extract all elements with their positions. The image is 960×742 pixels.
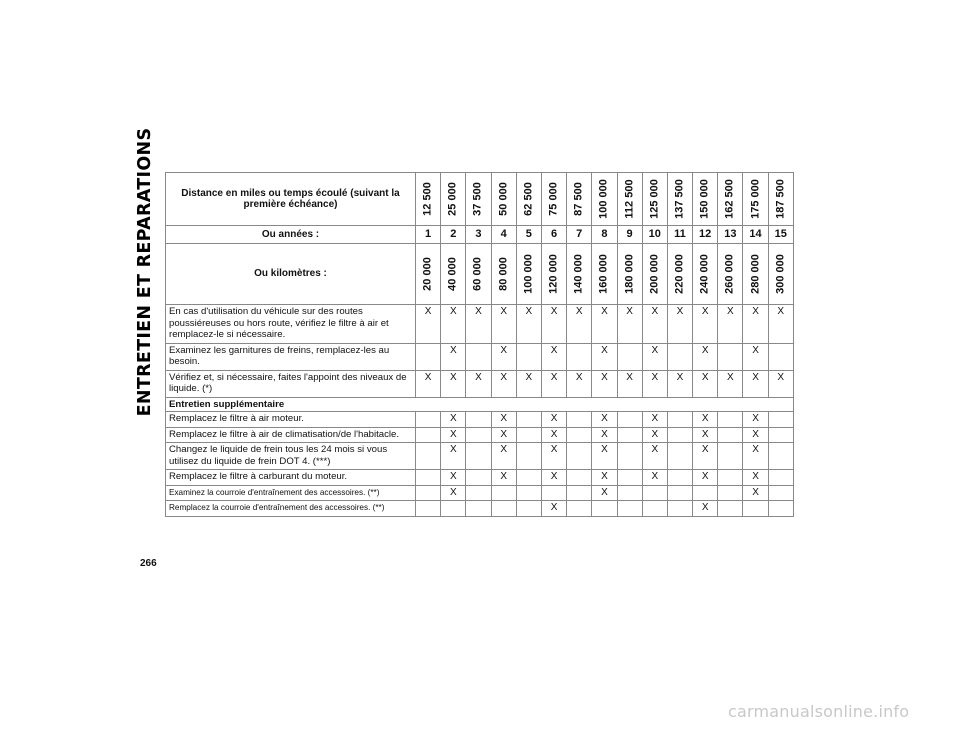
task-description: Examinez la courroie d'entraînement des accessoires. (**)	[166, 485, 416, 501]
km-cell	[642, 244, 667, 305]
miles-value: 162 500	[723, 179, 736, 219]
section-title-text: ENTRETIEN ET REPARATIONS	[135, 127, 155, 417]
miles-value: 137 500	[673, 179, 686, 219]
schedule-mark	[617, 485, 642, 501]
year-cell: 11	[667, 226, 692, 244]
year-cell: 5	[516, 226, 541, 244]
schedule-mark	[592, 501, 617, 517]
schedule-mark	[567, 485, 592, 501]
schedule-mark: X	[617, 305, 642, 344]
km-value: 300 000	[773, 254, 786, 294]
schedule-mark	[516, 470, 541, 486]
schedule-mark: X	[592, 343, 617, 370]
section-title	[133, 127, 157, 417]
km-cell	[743, 244, 768, 305]
schedule-mark	[718, 343, 743, 370]
section-row	[166, 397, 794, 412]
schedule-mark: X	[466, 305, 491, 344]
schedule-mark: X	[441, 485, 466, 501]
km-cell	[466, 244, 491, 305]
schedule-mark	[516, 412, 541, 428]
schedule-mark: X	[693, 501, 718, 517]
years-header-label: Ou années :	[166, 226, 416, 244]
schedule-mark	[567, 427, 592, 443]
schedule-mark	[466, 485, 491, 501]
schedule-mark	[567, 412, 592, 428]
maintenance-table-body	[166, 305, 794, 517]
schedule-mark	[743, 501, 768, 517]
schedule-mark: X	[441, 443, 466, 470]
schedule-mark: X	[491, 370, 516, 397]
schedule-mark: X	[416, 370, 441, 397]
page-number: 266	[140, 558, 157, 569]
schedule-mark	[617, 501, 642, 517]
schedule-mark: X	[718, 370, 743, 397]
km-value: 40 000	[446, 257, 459, 291]
table-row	[166, 412, 794, 428]
years-row	[166, 226, 794, 244]
km-value: 260 000	[723, 254, 736, 294]
schedule-mark: X	[693, 427, 718, 443]
schedule-mark: X	[693, 443, 718, 470]
schedule-mark: X	[693, 412, 718, 428]
schedule-mark: X	[693, 470, 718, 486]
schedule-mark: X	[541, 443, 566, 470]
miles-value: 50 000	[496, 182, 509, 216]
year-cell: 15	[768, 226, 793, 244]
km-value: 220 000	[673, 254, 686, 294]
year-cell: 1	[416, 226, 441, 244]
schedule-mark	[416, 470, 441, 486]
schedule-mark	[768, 412, 793, 428]
schedule-mark: X	[516, 305, 541, 344]
schedule-mark: X	[491, 427, 516, 443]
schedule-mark	[617, 427, 642, 443]
schedule-mark: X	[441, 427, 466, 443]
task-description: Remplacez le filtre à air de climatisation/de l'habitacle.	[166, 427, 416, 443]
schedule-mark	[617, 412, 642, 428]
schedule-mark: X	[541, 470, 566, 486]
table-row	[166, 443, 794, 470]
miles-value: 37 500	[471, 182, 484, 216]
schedule-mark: X	[693, 343, 718, 370]
year-cell: 2	[441, 226, 466, 244]
km-value: 120 000	[547, 254, 560, 294]
schedule-mark: X	[491, 305, 516, 344]
schedule-mark	[667, 427, 692, 443]
schedule-mark: X	[416, 305, 441, 344]
task-description: Changez le liquide de frein tous les 24 mois si vous utilisez du liquide de frein DOT 4. (***)	[166, 443, 416, 470]
schedule-mark: X	[541, 501, 566, 517]
km-cell	[693, 244, 718, 305]
schedule-mark: X	[541, 412, 566, 428]
miles-cell	[541, 173, 566, 226]
schedule-mark	[768, 470, 793, 486]
year-cell: 6	[541, 226, 566, 244]
schedule-mark: X	[743, 343, 768, 370]
km-value: 100 000	[522, 254, 535, 294]
table-row	[166, 470, 794, 486]
schedule-mark	[567, 343, 592, 370]
table-row	[166, 343, 794, 370]
year-cell: 3	[466, 226, 491, 244]
km-value: 200 000	[648, 254, 661, 294]
schedule-mark	[516, 443, 541, 470]
km-cell	[718, 244, 743, 305]
schedule-mark: X	[743, 470, 768, 486]
miles-cell	[667, 173, 692, 226]
schedule-mark	[768, 485, 793, 501]
km-cell	[768, 244, 793, 305]
km-value: 180 000	[622, 254, 635, 294]
schedule-mark: X	[642, 343, 667, 370]
schedule-mark	[416, 485, 441, 501]
km-header-label: Ou kilomètres :	[166, 244, 416, 305]
schedule-mark	[416, 343, 441, 370]
miles-cell	[718, 173, 743, 226]
schedule-mark: X	[541, 343, 566, 370]
schedule-mark	[768, 343, 793, 370]
miles-cell	[642, 173, 667, 226]
miles-cell	[491, 173, 516, 226]
schedule-mark: X	[592, 305, 617, 344]
table-row	[166, 305, 794, 344]
miles-value: 125 000	[648, 179, 661, 219]
miles-value: 175 000	[748, 179, 761, 219]
km-cell	[441, 244, 466, 305]
miles-cell	[466, 173, 491, 226]
km-row	[166, 244, 794, 305]
schedule-mark	[667, 412, 692, 428]
schedule-mark	[693, 485, 718, 501]
schedule-mark	[466, 343, 491, 370]
miles-value: 87 500	[572, 182, 585, 216]
schedule-mark	[667, 343, 692, 370]
year-cell: 13	[718, 226, 743, 244]
schedule-mark	[466, 470, 491, 486]
schedule-mark	[617, 343, 642, 370]
task-description: Remplacez la courroie d'entraînement des accessoires. (**)	[166, 501, 416, 517]
year-cell: 9	[617, 226, 642, 244]
schedule-mark: X	[743, 443, 768, 470]
km-value: 60 000	[471, 257, 484, 291]
table-row	[166, 501, 794, 517]
schedule-mark: X	[768, 370, 793, 397]
table-row	[166, 370, 794, 397]
schedule-mark: X	[693, 370, 718, 397]
miles-cell	[768, 173, 793, 226]
schedule-mark	[617, 470, 642, 486]
task-description: Examinez les garnitures de freins, remplacez-les au besoin.	[166, 343, 416, 370]
schedule-mark	[768, 501, 793, 517]
schedule-mark: X	[768, 305, 793, 344]
schedule-mark	[718, 443, 743, 470]
schedule-mark: X	[642, 370, 667, 397]
miles-value: 12 500	[421, 182, 434, 216]
schedule-mark	[416, 427, 441, 443]
miles-cell	[416, 173, 441, 226]
schedule-mark: X	[567, 370, 592, 397]
km-cell	[491, 244, 516, 305]
km-cell	[667, 244, 692, 305]
km-cell	[617, 244, 642, 305]
miles-value: 100 000	[597, 179, 610, 219]
schedule-mark: X	[592, 412, 617, 428]
miles-cell	[441, 173, 466, 226]
schedule-mark: X	[541, 370, 566, 397]
schedule-mark: X	[441, 370, 466, 397]
year-cell: 7	[567, 226, 592, 244]
year-cell: 14	[743, 226, 768, 244]
schedule-mark: X	[743, 485, 768, 501]
km-cell	[416, 244, 441, 305]
schedule-mark	[617, 443, 642, 470]
km-cell	[592, 244, 617, 305]
miles-cell	[617, 173, 642, 226]
schedule-mark: X	[592, 370, 617, 397]
schedule-mark: X	[743, 305, 768, 344]
table-row	[166, 427, 794, 443]
km-cell	[541, 244, 566, 305]
schedule-mark	[466, 501, 491, 517]
task-description: Remplacez le filtre à carburant du moteur.	[166, 470, 416, 486]
schedule-mark: X	[491, 470, 516, 486]
schedule-mark: X	[491, 343, 516, 370]
miles-header-label: Distance en miles ou temps écoulé (suivant la première échéance)	[166, 173, 416, 226]
schedule-mark: X	[667, 370, 692, 397]
schedule-mark	[466, 427, 491, 443]
schedule-mark: X	[466, 370, 491, 397]
miles-value: 62 500	[522, 182, 535, 216]
schedule-mark	[718, 485, 743, 501]
schedule-mark	[667, 501, 692, 517]
schedule-mark: X	[541, 305, 566, 344]
miles-cell	[592, 173, 617, 226]
table-row	[166, 485, 794, 501]
miles-cell	[743, 173, 768, 226]
schedule-mark: X	[441, 343, 466, 370]
schedule-mark	[567, 443, 592, 470]
maintenance-table	[165, 172, 794, 517]
year-cell: 4	[491, 226, 516, 244]
section-label: Entretien supplémentaire	[166, 397, 794, 412]
km-cell	[516, 244, 541, 305]
schedule-mark	[466, 443, 491, 470]
schedule-mark	[416, 412, 441, 428]
schedule-mark	[667, 470, 692, 486]
schedule-mark	[516, 485, 541, 501]
schedule-mark: X	[617, 370, 642, 397]
schedule-mark: X	[441, 412, 466, 428]
miles-value: 75 000	[547, 182, 560, 216]
schedule-mark: X	[642, 443, 667, 470]
km-value: 80 000	[496, 257, 509, 291]
schedule-mark	[416, 501, 441, 517]
schedule-mark	[567, 501, 592, 517]
schedule-mark	[516, 427, 541, 443]
schedule-mark	[718, 501, 743, 517]
schedule-mark: X	[743, 412, 768, 428]
year-cell: 8	[592, 226, 617, 244]
km-value: 160 000	[597, 254, 610, 294]
schedule-mark	[642, 501, 667, 517]
miles-cell	[516, 173, 541, 226]
schedule-mark	[667, 443, 692, 470]
km-cell	[567, 244, 592, 305]
schedule-mark: X	[491, 412, 516, 428]
miles-cell	[567, 173, 592, 226]
task-description: Vérifiez et, si nécessaire, faites l'appoint des niveaux de liquide. (*)	[166, 370, 416, 397]
schedule-mark	[491, 501, 516, 517]
schedule-mark: X	[667, 305, 692, 344]
schedule-mark: X	[541, 427, 566, 443]
km-value: 20 000	[421, 257, 434, 291]
km-value: 140 000	[572, 254, 585, 294]
schedule-mark: X	[642, 427, 667, 443]
miles-value: 112 500	[622, 179, 635, 219]
schedule-mark: X	[642, 305, 667, 344]
schedule-mark: X	[743, 427, 768, 443]
km-value: 280 000	[748, 254, 761, 294]
schedule-mark: X	[592, 470, 617, 486]
schedule-mark: X	[693, 305, 718, 344]
schedule-mark: X	[516, 370, 541, 397]
schedule-mark: X	[441, 470, 466, 486]
task-description: En cas d'utilisation du véhicule sur des routes poussiéreuses ou hors route, vérifiez le filtre à air et remplacez-le si nécessaire.	[166, 305, 416, 344]
year-cell: 12	[693, 226, 718, 244]
schedule-mark	[516, 501, 541, 517]
schedule-mark: X	[718, 305, 743, 344]
schedule-mark	[768, 427, 793, 443]
schedule-mark: X	[592, 427, 617, 443]
schedule-mark	[491, 485, 516, 501]
schedule-mark	[466, 412, 491, 428]
schedule-mark	[567, 470, 592, 486]
km-value: 240 000	[698, 254, 711, 294]
schedule-mark: X	[743, 370, 768, 397]
task-description: Remplacez le filtre à air moteur.	[166, 412, 416, 428]
year-cell: 10	[642, 226, 667, 244]
watermark: carmanualsonline.info	[728, 702, 910, 721]
miles-value: 150 000	[698, 179, 711, 219]
miles-value: 25 000	[446, 182, 459, 216]
schedule-mark	[541, 485, 566, 501]
schedule-mark: X	[491, 443, 516, 470]
schedule-mark: X	[592, 443, 617, 470]
schedule-mark	[667, 485, 692, 501]
schedule-mark	[441, 501, 466, 517]
miles-value: 187 500	[773, 179, 786, 219]
schedule-mark	[718, 412, 743, 428]
schedule-mark: X	[441, 305, 466, 344]
miles-row	[166, 173, 794, 226]
schedule-mark: X	[567, 305, 592, 344]
schedule-mark	[416, 443, 441, 470]
schedule-mark	[768, 443, 793, 470]
schedule-mark: X	[642, 470, 667, 486]
schedule-mark	[516, 343, 541, 370]
miles-cell	[693, 173, 718, 226]
schedule-mark: X	[592, 485, 617, 501]
schedule-mark	[718, 470, 743, 486]
schedule-mark	[642, 485, 667, 501]
schedule-mark: X	[642, 412, 667, 428]
schedule-mark	[718, 427, 743, 443]
